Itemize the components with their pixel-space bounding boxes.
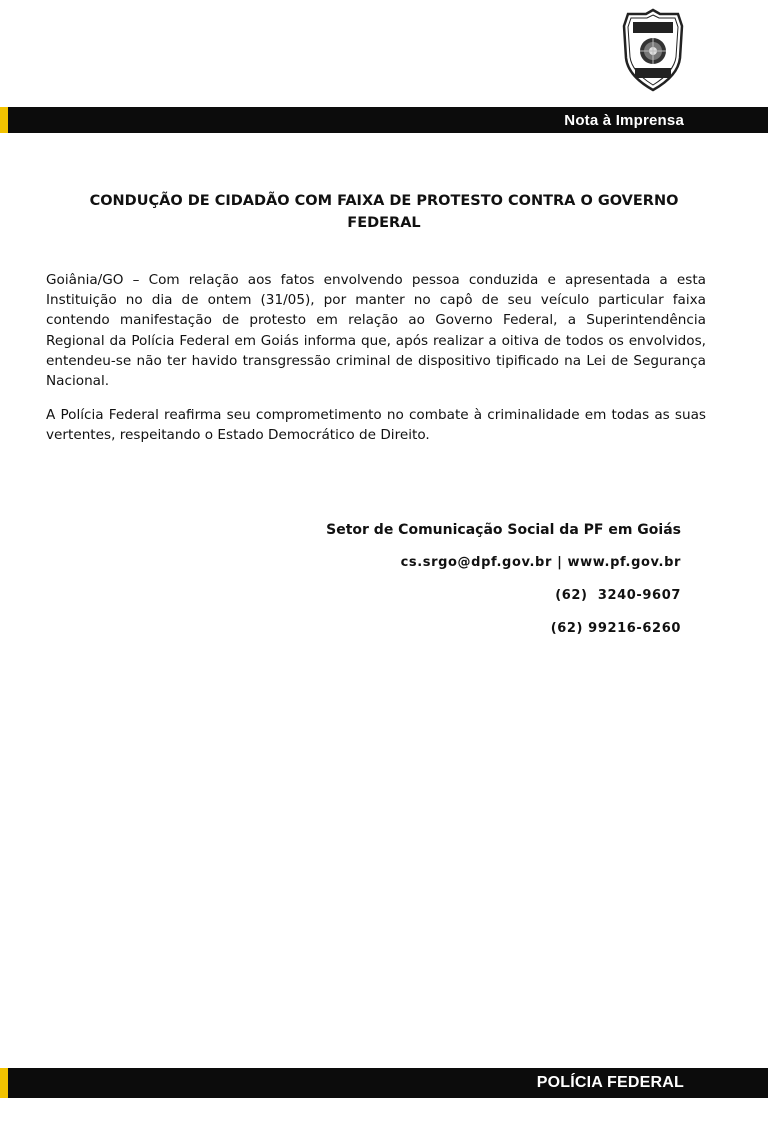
contact-email-website: cs.srgo@dpf.gov.br | www.pf.gov.br	[400, 555, 681, 570]
policia-federal-badge-logo	[620, 8, 686, 92]
contact-phone-2: (62) 99216-6260	[550, 621, 681, 636]
banner-accent-stripe	[0, 107, 8, 133]
footer-label: POLÍCIA FEDERAL	[536, 1074, 684, 1091]
footer-banner	[0, 1068, 768, 1098]
badge-icon	[620, 8, 686, 92]
footer-accent-stripe	[0, 1068, 8, 1098]
body-paragraph-2: A Polícia Federal reafirma seu comprometimento no combate à criminalidade em todas as suas vertentes, respeitando o Estado Democrático de Direito.	[46, 407, 706, 444]
body-paragraph-1: Goiânia/GO – Com relação aos fatos envolvendo pessoa conduzida e apresentada a esta Instituição no dia de ontem (31/05), por manter no capô de seu veículo particular faixa contendo manifestação de protesto em relação ao Governo Federal, a Superintendência Regional da Polícia Federal em Goiás informa que, após realizar a oitiva de todos os envolvidos, entendeu-se não ter havido transgressão criminal de dispositivo tipificado na Lei de Segurança Nacional.	[46, 272, 706, 390]
banner-label: Nota à Imprensa	[564, 111, 684, 129]
signature-organization: Setor de Comunicação Social da PF em Goiás	[326, 522, 681, 538]
document-title: CONDUÇÃO DE CIDADÃO COM FAIXA DE PROTESTO CONTRA O GOVERNO FEDERAL	[89, 193, 679, 231]
contact-phone-1: (62) 3240-9607	[555, 588, 681, 603]
signature-block	[326, 520, 681, 653]
press-note-banner	[0, 107, 768, 133]
